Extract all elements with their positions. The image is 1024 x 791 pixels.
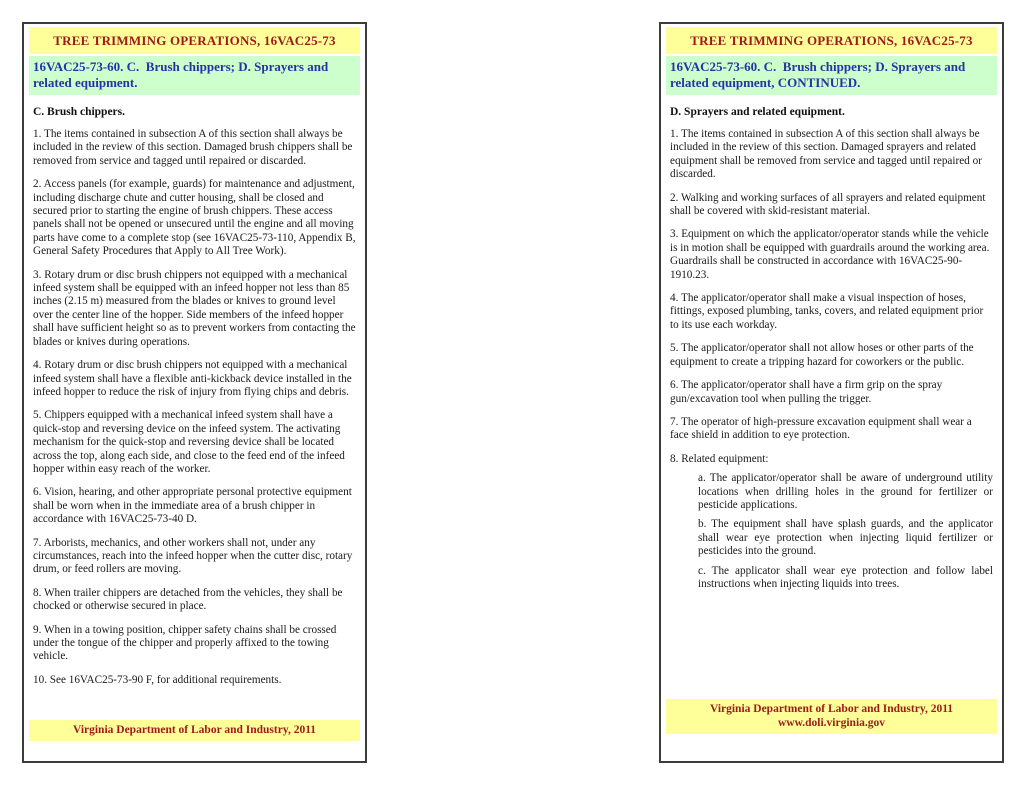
page-right [659, 22, 1004, 763]
paragraph: 5. Chippers equipped with a mechanical infeed system shall have a quick-stop and reversing device on the infeed system. The activating mechanism for the quick-stop and reversing device shall be located across the top, along each side, and close to the feed end of the infeed hopper within easy reach of the worker. [33, 409, 345, 475]
paragraph: 10. See 16VAC25-73-90 F, for additional requirements. [33, 673, 282, 686]
page-right-subitems [661, 472, 1002, 591]
subitem: a. The applicator/operator shall be aware of underground utility locations when drilling holes in the ground for fertilizer or pesticide applications. [698, 472, 993, 511]
subitem: c. The applicator shall wear eye protection and follow label instructions when injecting liquids into trees. [698, 564, 993, 590]
subitem: b. The equipment shall have splash guards, and the applicator shall wear eye protection when injecting liquid fertilizer or pesticides into the ground. [698, 518, 993, 558]
paragraph: 3. Rotary drum or disc brush chippers not equipped with a mechanical infeed system shall be equipped with an infeed hopper not less than 85 inches (2.15 m) measured from the blades or knives to ground level over the center line of the hopper. Side members of the infeed hopper shall have sufficient height so as to prevent workers from contacting the blades or knives during operations. [33, 268, 356, 348]
page-left-section-heading: C. Brush chippers. [33, 106, 126, 118]
page-left [22, 22, 367, 763]
paragraph: 1. The items contained in subsection A of this section shall always be included in the review of this section. Damaged sprayers and related equipment shall be removed from service and tagged until repaired or discarded. [670, 128, 982, 181]
paragraph: 4. The applicator/operator shall make a visual inspection of hoses, fittings, exposed plumbing, tanks, covers, and related equipment prior to its use each workday. [670, 292, 984, 331]
paragraph: 4. Rotary drum or disc brush chippers not equipped with a mechanical infeed system shall have a flexible anti-kickback device installed in the infeed hopper to reduce the risk of injury from flying chips and debris. [33, 359, 352, 398]
page-left-title-banner: TREE TRIMMING OPERATIONS, 16VAC25-73 [29, 27, 360, 54]
page-left-section-banner: 16VAC25-73-60. C. Brush chippers; D. Sprayers and related equipment. [29, 56, 360, 95]
page-left-body [24, 128, 365, 687]
footer-url: www.doli.virginia.gov [777, 717, 886, 729]
paragraph: 2. Walking and working surfaces of all sprayers and related equipment shall be covered with skid-resistant material. [670, 191, 986, 218]
page-right-footer-banner [666, 699, 997, 734]
paragraph: 2. Access panels (for example, guards) for maintenance and adjustment, including discharge chute and cutter housing, shall be closed and secured prior to starting the engine of brush chippers. These access panels shall not be opened or unsecured until the engine and all moving parts have come to a complete stop (see 16VAC25-73-110, Appendix B, General Safety Procedures that Apply to All Tree Work). [33, 178, 356, 258]
paragraph: 1. The items contained in subsection A of this section shall always be included in the review of this section. Damaged brush chippers shall be removed from service and tagged until repaired or discarded. [33, 128, 353, 167]
footer-line: Virginia Department of Labor and Industry, 2011 [72, 724, 317, 736]
paragraph: 6. Vision, hearing, and other appropriate personal protective equipment shall be worn when in the immediate area of a brush chipper in accordance with 16VAC25-73-40 D. [33, 486, 352, 526]
page-right-body [661, 128, 1002, 466]
page-right-title-banner: TREE TRIMMING OPERATIONS, 16VAC25-73 [666, 27, 997, 54]
paragraph: 9. When in a towing position, chipper safety chains shall be crossed under the tongue of the chipper and properly affixed to the towing vehicle. [33, 623, 337, 663]
paragraph: 3. Equipment on which the applicator/operator stands while the vehicle is in motion shall be equipped with guardrails around the working area. Guardrails shall be constructed in accordance with 16VAC25-90-1910.23. [670, 228, 990, 281]
paragraph: 5. The applicator/operator shall not allow hoses or other parts of the equipment to create a tripping hazard for coworkers or the public. [670, 342, 974, 368]
paragraph: 8. When trailer chippers are detached from the vehicles, they shall be chocked or otherwise secured in place. [33, 586, 343, 613]
page-left-footer-banner [29, 720, 360, 741]
page-right-section-heading: D. Sprayers and related equipment. [670, 106, 845, 118]
paragraph: 7. Arborists, mechanics, and other workers shall not, under any circumstances, reach into the infeed hopper when the cutter disc, rotary drum, or feed rollers are moving. [33, 536, 353, 576]
paragraph: 6. The applicator/operator shall have a firm grip on the spray gun/excavation tool when pulling the trigger. [670, 379, 943, 405]
paragraph: 8. Related equipment: [670, 452, 769, 465]
page-right-section-banner: 16VAC25-73-60. C. Brush chippers; D. Sprayers and related equipment, CONTINUED. [666, 56, 997, 95]
paragraph: 7. The operator of high-pressure excavation equipment shall wear a face shield in addition to eye protection. [670, 415, 972, 442]
footer-line: Virginia Department of Labor and Industry, 2011 [709, 703, 954, 715]
